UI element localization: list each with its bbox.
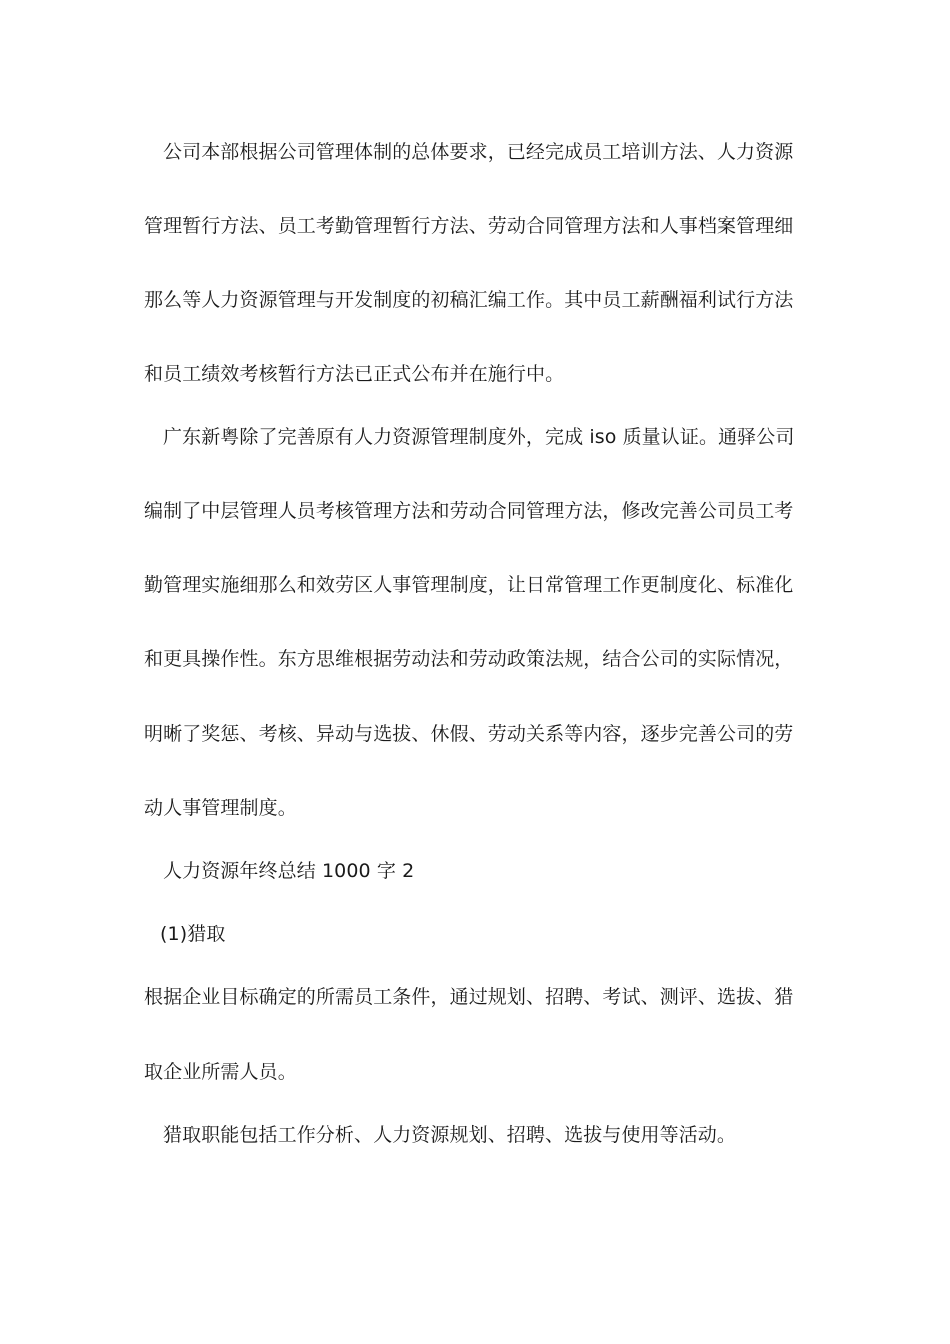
text-line: 公司本部根据公司管理体制的总体要求，已经完成员工培训方法、人力资源 [163,141,794,163]
text-line: 那么等人力资源管理与开发制度的初稿汇编工作。其中员工薪酬福利试行方法 [144,289,794,311]
text-line: 管理暂行方法、员工考勤管理暂行方法、劳动合同管理方法和人事档案管理细 [144,215,794,237]
section-heading: 人力资源年终总结 1000 字 2 [163,860,415,882]
text-line: 和更具操作性。东方思维根据劳动法和劳动政策法规，结合公司的实际情况， [144,648,794,670]
text-line: 广东新粤除了完善原有人力资源管理制度外，完成 iso 质量认证。通驿公司 [163,426,795,448]
text-line: 动人事管理制度。 [144,797,297,819]
text-line: 取企业所需人员。 [144,1061,297,1083]
text-line: 勤管理实施细那么和效劳区人事管理制度，让日常管理工作更制度化、标准化 [144,574,794,596]
text-line: 明晰了奖惩、考核、异动与选拔、休假、劳动关系等内容，逐步完善公司的劳 [144,723,794,745]
text-line: 和员工绩效考核暂行方法已正式公布并在施行中。 [144,363,565,385]
text-line: 根据企业目标确定的所需员工条件，通过规划、招聘、考试、测评、选拔、猎 [144,986,794,1008]
text-line: 编制了中层管理人员考核管理方法和劳动合同管理方法，修改完善公司员工考 [144,500,794,522]
paragraph-acquisition-functions: 猎取职能包括工作分析、人力资源规划、招聘、选拔与使用等活动。 [163,1124,737,1146]
subsection-heading: (1)猎取 [160,923,226,945]
